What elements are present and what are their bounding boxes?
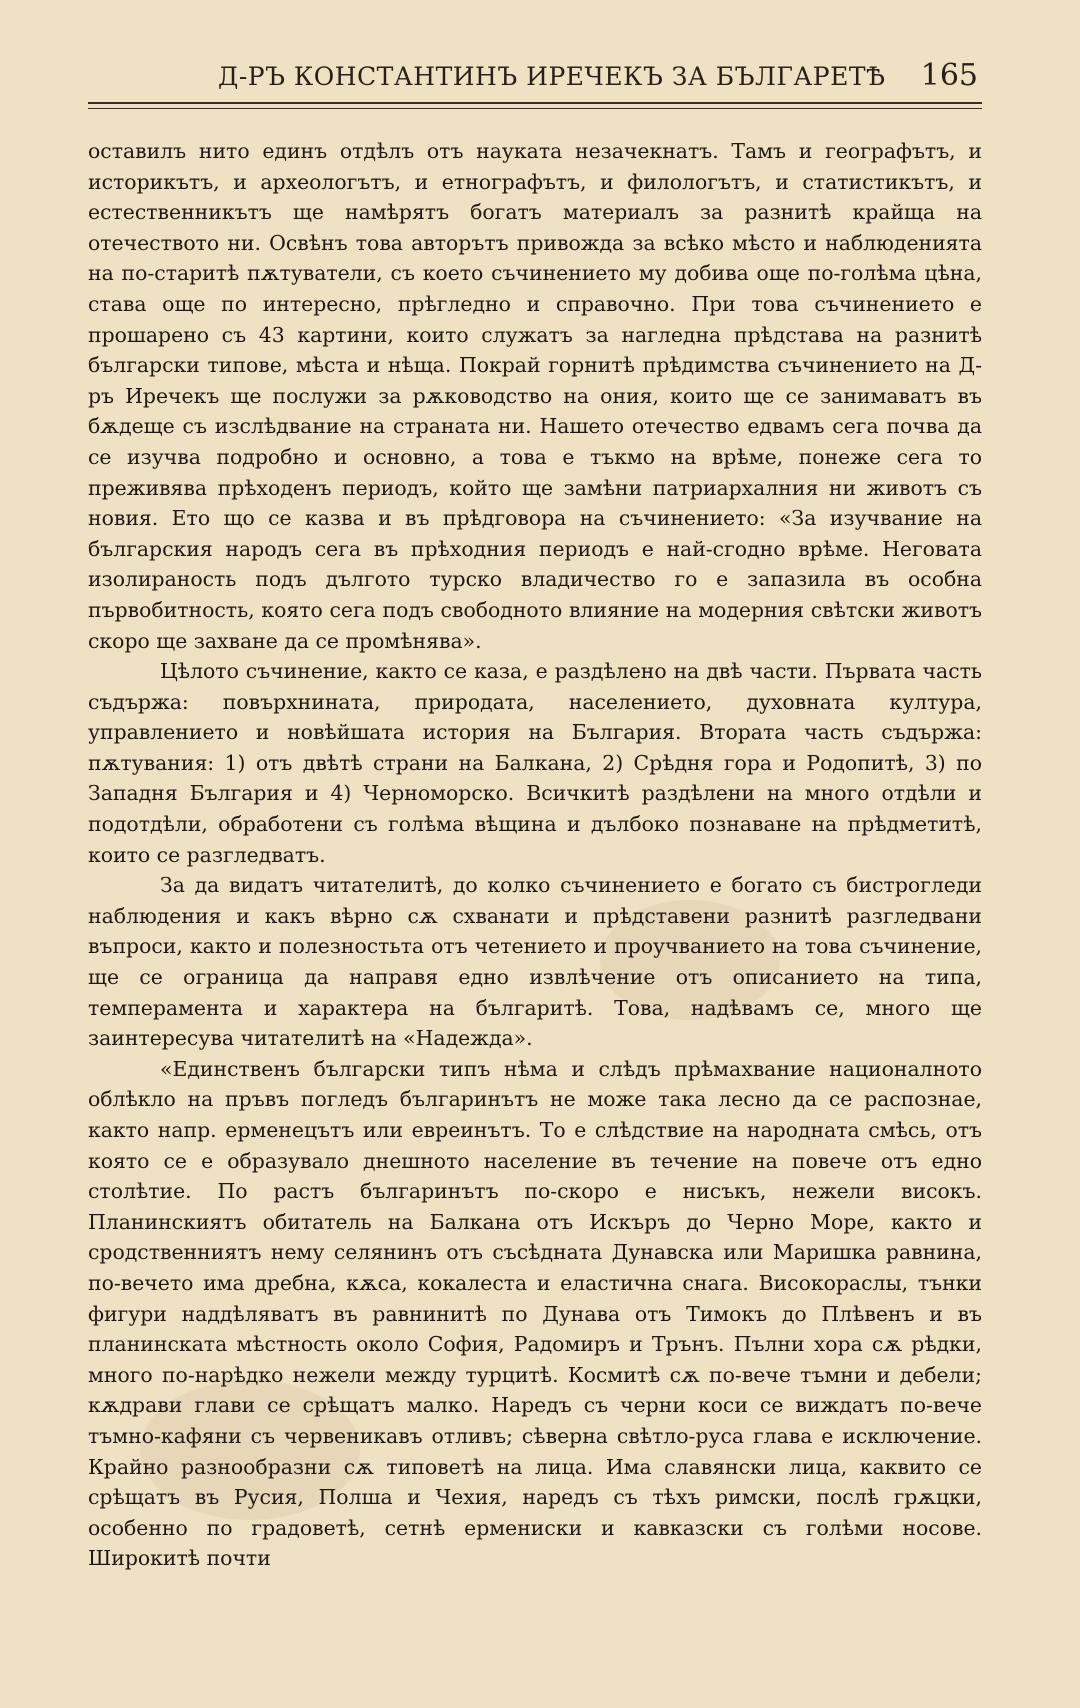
page-number: 165 [920,58,978,93]
header-rule-thin [88,108,982,109]
paragraph: оставилъ нито единъ отдѣлъ отъ науката незачекнатъ. Тамъ и географътъ, и историкътъ, и археологътъ, и етнографътъ, и филологътъ, и статистикътъ, и естественникътъ ще намѣрятъ богатъ материалъ за разнитѣ крайща на отечеството ни. Освѣнъ това авторътъ привожда за всѣко мѣсто и наблюденията на по-старитѣ пѫтуватели, съ което съчинението му добива още по-голѣма цѣна, става още по интересно, прѣгледно и справочно. При това съчинението е прошарено съ 43 картини, които служатъ за нагледна прѣдстава на разнитѣ български типове, мѣста и нѣща. Покрай горнитѣ прѣдимства съчинението на Д-ръ Иречекъ ще послужи за рѫководство на ония, които ще се занимаватъ въ бѫдеще съ изслѣдвание на страната ни. Нашето отечество едвамъ сега почва да се изучва подробно и основно, а това е тъкмо на врѣме, понеже сега то преживява прѣходенъ периодъ, който ще замѣни патриархалния ни животъ съ новия. Ето що се казва и въ прѣдговора на съчинението: «За изучвание на българския народъ сега въ прѣходния периодъ е най-сгодно врѣме. Неговата изолираность подъ дългото турско владичество го е запазила въ особна първобитность, която сега подъ свободното влияние на модерния свѣтски животъ скоро ще захване да се промѣнява». [88,139,982,653]
running-title: Д-РЪ КОНСТАНТИНЪ ИРЕЧЕКЪ ЗА БЪЛГАРЕТѢ [218,62,886,91]
body-text [88,136,982,1574]
page-header [88,56,988,112]
paragraph: Цѣлото съчинение, както се каза, е раздѣлено на двѣ части. Първата часть съдържа: повърхнината, природата, населението, духовната култура, управлението и новѣйшата история на България. Втората часть съдържа: пѫтувания: 1) отъ двѣтѣ страни на Балкана, 2) Срѣдня гора и Родопитѣ, 3) по Западня България и 4) Черноморско. Всичкитѣ раздѣлени на много отдѣли и подотдѣли, обработени съ голѣма вѣщина и дълбоко познаване на прѣдметитѣ, които се разгледватъ. [88,659,982,867]
header-rule [88,102,982,104]
paragraph: За да видатъ читателитѣ, до колко съчинението е богато съ бистрогледи наблюдения и какъ вѣрно сѫ схванати и прѣдставени разнитѣ разгледвани въпроси, както и полезностьта отъ четението и проучванието на това съчинение, ще се ограница да направя едно извлѣчение отъ описанието на типа, темперамента и характера на българитѣ. Това, надѣвамъ се, много ще заинтересува читателитѣ на «Надежда». [88,873,982,1051]
paragraph: «Единственъ български типъ нѣма и слѣдъ прѣмахвание националното облѣкло на пръвъ погледъ българинътъ не може така лесно да се распознае, както напр. ерменецътъ или евреинътъ. То е слѣдствие на народната смѣсь, отъ която се е образувало днешното население въ течение на повече отъ едно столѣтие. По растъ българинътъ по-скоро е нисъкъ, нежели високъ. Планинскиятъ обитатель на Балкана отъ Искъръ до Черно Море, както и сродственниятъ нему селянинъ отъ съсѣдната Дунавска или Маришка равнина, по-вечето има дребна, кѫса, кокалеста и еластична снага. Високораслы, тънки фигури наддѣляватъ въ равнинитѣ по Дунава отъ Тимокъ до Плѣвенъ и въ планинската мѣстность около София, Радомиръ и Трънъ. Пълни хора сѫ рѣдки, много по-нарѣдко нежели между турцитѣ. Космитѣ сѫ по-вече тъмни и дебели; кѫдрави глави се срѣщатъ малко. Наредъ съ черни коси се виждатъ по-вече тъмно-кафяни съ червеникавъ отливъ; сѣверна свѣтло-руса глава е исключение. Крайно разнообразни сѫ типоветѣ на лица. Има славянски лица, каквито се срѣщатъ въ Русия, Полша и Чехия, наредъ съ тѣхъ римски, послѣ грѫцки, особенно по градоветѣ, сетнѣ ермениски и кавказски съ голѣми носове. Широкитѣ почти [88,1056,982,1571]
